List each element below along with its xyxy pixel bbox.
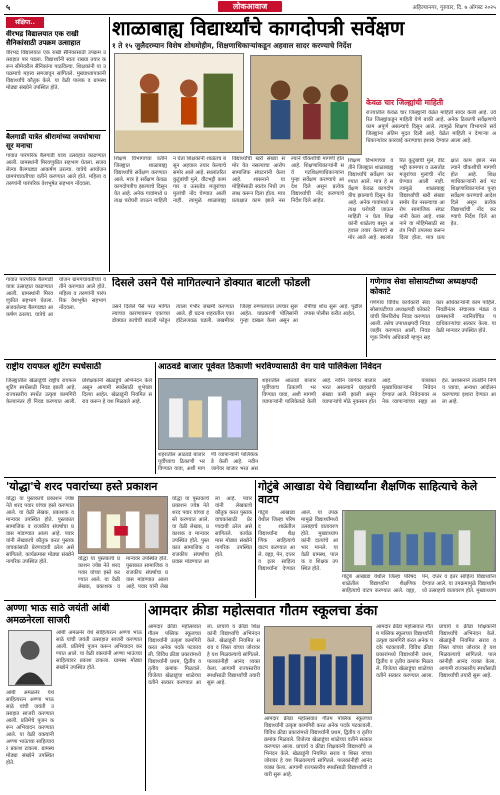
portrait-icon [9, 631, 51, 685]
story-shooting-headline: राष्ट्रीय रायफल शूटिंग स्पर्धेसाठी [6, 362, 102, 372]
lead-box-title: केवळ चार जिल्ह्यांची माहिती [366, 98, 444, 107]
story-annabhau-body-lower: आंबी अमळनेर येथे साहित्यरत्न अण्णा भाऊ साठे यांची जयंती उत्साहात साजरी करण्यात आली. प्रतिमेचे पूजन करून अभिवादन करण्यात आले. या वेळी वक्त्यांनी अण्णा भाऊंच्या साहित्यावर प्रकाश टाकला. ग्रामस्थ मोठ्या संख्येने उपस्थित होते. [6, 690, 54, 766]
story-krida-body-left: आमदार क्रीडा महोत्सवात गौतम पब्लिक स्कूलच्या विद्यार्थ्यांनी उत्कृष्ट कामगिरी करत अनेक पदके पटकावली. विविध क्रीडा प्रकारांमध्ये विद्यार्थ्यांनी प्रथम, द्वितीय व तृतीय क्रमांक मिळवले. विजेत्या खेळाडूंचा शाळेच्या वतीने सत्कार करण्यात आला. प्राचार्य व क्रीडा शिक्षकांनी विद्यार्थ्यांचे अभिनंदन केले. खेळाडूंनी नियमित सराव व शिस्त यांच्या जोरावर हे यश मिळवल्याचे सांगितले. पालकांनीही आनंद व्यक्त केला. आगामी राज्यस्तरीय स्पर्धांसाठी विद्यार्थ्यांची तयारी सुरू आहे. [148, 624, 260, 686]
rule-v5 [145, 603, 146, 791]
sidebar-story1-body: वीरभद्र विद्यालयात एक राखी सैनिकांसाठी उपक्रम उत्साहात पार पडला. विद्यार्थ्यांनी स्वतः राख्या तयार करून सीमेवरील सैनिकांना पाठविल्या. शिक्षकांनी या उपक्रमाचे महत्त्व समजावून सांगितले. मुख्याध्यापकांनी विद्यार्थ्यांचे कौतुक केले. या वेळी पालक व ग्रामस्थ मोठ्या संख्येने उपस्थित होते. [6, 50, 106, 91]
masthead: लोकआवाज [218, 1, 282, 12]
story-cremation-body-lower: शहरातील आठवडे बाजार पूर्वीच्याच ठिकाणी भरविण्यात यावा, अशी मागणी व्यापाऱ्यांनी पालिकेकडे केली आहे. नवीन जागेवर बाजार भरत अस [158, 452, 258, 472]
lead-headline: शाळाबाह्य विद्यार्थ्यांचे कागदोपत्री सर्वेक्षण [112, 16, 405, 40]
rule-v2 [366, 277, 367, 357]
story-society-body: गणेगाव विविध कार्यकारी सेवा सोसायटीच्या अध्यक्षपदी कोकाटे यांची बिनविरोध निवड करण्यात आली. तसेच उपाध्यक्षपदी निवड जाहीर करण्यात आली. निवडणूक निर्णय अधिकारी म्हणून सहकार अधिकाऱ्यांनी काम पाहिले. निवडीनंतर संचालक मंडळ व ग्रामस्थांनी नवनिर्वाचित पदाधिकाऱ्यांचा सत्कार केला. या वेळी मान्यवर उपस्थित होते. [370, 300, 496, 341]
page-number: ५ [6, 3, 11, 12]
story-krida-headline: आमदार क्रीडा महोत्सवात गौतम स्कूलचा डंका [148, 603, 378, 619]
sidebar-story1-title: वीरभद्र विद्यालयात एक राखी सैनिकांसाठी उपक्रम उत्साहात [6, 30, 81, 47]
lead-photo [250, 55, 362, 155]
lead-box-body: राज्यातील केवळ चार जिल्ह्यांनी वेळेत माहिती सादर केली आहे. उर्वरित जिल्ह्यांकडून माहिती येणे बाकी आहे. अनेक ठिकाणी सर्वेक्षणाचे काम अपूर्ण असल्याचे दिसून आले. त्यामुळे शिक्षण विभागाने सर्व जिल्ह्यांना अंतिम मुदत दिली आहे. वेळेत माहिती न देणाऱ्या अधिकाऱ्यांवर कारवाई करण्याचा इशारा देण्यात आला आहे. [366, 110, 496, 144]
rule-1 [4, 274, 496, 275]
lead-body-columns: शिक्षण विभागाच्या वतीने जिल्ह्यात शाळाबाह्य विद्यार्थ्यांचे सर्वेक्षण करण्यात आले. मात्र हे सर्वेक्षण केवळ कागदोपत्रीच झाल्याचे दिसून येत आहे. अनेक गावांमध्ये प्रत्यक्ष घरोघरी जाऊन माहिती न घेता शिक्षकांनी शाळेतच बसून अहवाल तयार केल्याचे समोर आले आहे. स्थलांतरित कुटुंबांची मुले, वीटभट्टी कामगार व ऊसतोड मजुरांच्या मुलांची नोंद घेण्यात आली नाही. त्यामुळे शाळाबाह्य विद्यार्थ्यांची खरी संख्या समोर येत नसल्याचा आरोप सामाजिक संघटनांनी केला आहे. शासनाने या मोहिमेसाठी स्वतंत्र निधी उपलब्ध करून दिला होता. मात्र प्रत्यक्षात काम झाले नसल्याने चौकशीची मागणी होत आहे. शिक्षणाधिकाऱ्यांनी सर्व गटशिक्षणाधिकाऱ्यांना पुन्हा सर्वेक्षण करण्याचे आदेश दिले असून प्रत्येक विद्यार्थ्याची नोंद करण्याचे निर्देश दिले आहेत. [114, 156, 344, 204]
photo-delegation-icon [159, 379, 257, 449]
story-gotambe-body-lower: गोटुंबे आखाडा येथील जिल्हा परिषद शाळेतील विद्यार्थ्यांना शैक्षणिक साहित्याचे वाटप करण्यात आले. वह्या, पेन, दप्तर व इतर साहित्य विद्यार्थ्यांना देण्यात आले. या उपक्रमामुळे विद्यार्थ्यांमध्ये उत्साहाचे वातावरण होते. मुख्याध्याप [342, 574, 496, 594]
rule-2 [4, 359, 496, 360]
story-sidebar-cont: गावात पारंपरिक बैलगाडी यात्रा उत्साहात काढण्यात आली. ग्रामस्थांनी मिरवणुकीत सहभाग घेतला. सजवलेल्या बैलगाड्या आकर्षण ठरल्या. यात्रेचे आयोजन ग्रामपंचायतीच्या वतीने करण्यात आले होते. महिला व तरुणांनी पारंपरिक वेशभूषेत सहभाग नोंदवला. [6, 277, 106, 318]
story-cremation-body: शहरातील आठवडे बाजार पूर्वीच्याच ठिकाणी भरविण्यात यावा, अशी मागणी व्यापाऱ्यांनी पालिकेकडे केली आहे. नवीन जागेवर बाजार भरत असल्याने ग्राहकांची संख्या कमी झाली असून व्यापाऱ्यांचे मोठे नुकसान होत आहे. याबाबत मुख्याधिकाऱ्यांना निवेदन देण्यात आले. निवेदनावर अनेक व्यापाऱ्यांच्या सह्या आहेत. प्रशासनाने तातडीने निर्णय घ्यावा, अन्यथा आंदोलन करण्याचा इशारा देण्यात आला आहे. [262, 378, 496, 405]
lead-body-right: शिक्षण विभागाच्या वतीने जिल्ह्यात शाळाबाह्य विद्यार्थ्यांचे सर्वेक्षण करण्यात आले. मात्र हे सर्वेक्षण केवळ कागदोपत्रीच झाल्याचे दिसून येत आहे. अनेक गावांमध्ये प्रत्यक्ष घरोघरी जाऊन माहिती न घेता शिक्षकांनी शाळेतच बसून अहवाल तयार केल्याचे समोर आले आहे. स्थलांतरित कुटुंबांची मुले, वीटभट्टी कामगार व ऊसतोड मजुरांच्या मुलांची नोंद घेण्यात आली नाही. त्यामुळे शाळाबाह्य विद्यार्थ्यांची खरी संख्या समोर येत नसल्याचा आरोप सामाजिक संघटनांनी केला आहे. शासनाने या मोहिमेसाठी स्वतंत्र निधी उपलब्ध करून दिला होता. मात्र प्रत्यक्षात काम झाले नसल्याने चौकशीची मागणी होत आहे. शिक्षणाधिकाऱ्यांनी सर्व गटशिक्षणाधिकाऱ्यांना पुन्हा सर्वेक्षण करण्याचे आदेश दिले असून प्रत्येक विद्यार्थ्याची नोंद करण्याचे निर्देश दिले आहेत. [348, 158, 496, 241]
dateline: अहिल्यानगर, गुरुवार, दि. ७ ऑगस्ट २०२५ [412, 5, 496, 11]
story-annabhau-body: आंबी अमळनेर येथे साहित्यरत्न अण्णा भाऊ साठे यांची जयंती उत्साहात साजरी करण्यात आली. प्रतिमेचे पूजन करून अभिवादन करण्यात आले. या वेळी वक्त्यांनी अण्णा भाऊंच्या साहित्यावर प्रकाश टाकला. ग्रामस्थ मोठ्या संख्येने उपस्थित होते. [56, 630, 142, 671]
krida-photo [264, 626, 372, 714]
photo-students-icon [251, 56, 361, 154]
story-gotambe-headline: गोटुंबे आखाडा येथे विद्यार्थ्यांना शैक्षणिक साहित्याचे केले वाटप [258, 480, 478, 506]
rule-v4 [255, 480, 256, 598]
header-rule [4, 14, 496, 15]
annabhau-portrait [8, 630, 52, 686]
story-yoddha-body-lower: योद्धा या पुस्तकाचे प्रकाशन ज्येष्ठ नेते शरद पवार यांच्या हस्ते करण्यात आले. या वेळी लेखक, प्रकाशक व मान्यवर उपस्थित होते. पुस्तकात सामाजिक व राजकीय संघर्षाचा प्रवास मांडण्यात आला आहे. पवार यांनी लेख [78, 556, 168, 590]
rule-3 [4, 477, 496, 478]
sidebar-story2-title: बैलगाडी यात्रेत श्रीरामांच्या जयघोषाचा सूर मनाचा [6, 133, 101, 150]
photo-book-launch-icon [79, 497, 167, 553]
story-yoddha-headline: 'योद्धा'चे शरद पवारांच्या हस्ते प्रकाशन [6, 480, 158, 493]
story-annabhau-headline: अण्णा भाऊ साठे जयंती आंबी अमळनेरला साजरी [6, 603, 110, 626]
story-society-headline: गणेगाव सेवा सोसायटीच्या अध्यक्षपदी कोकाटे [370, 277, 478, 296]
story-yoddha-body: योद्धा या पुस्तकाचे प्रकाशन ज्येष्ठ नेते शरद पवार यांच्या हस्ते करण्यात आले. या वेळी लेखक, प्रकाशक व मान्यवर उपस्थित होते. पुस्तकात सामाजिक व राजकीय संघर्षाचा प्रवास मांडण्यात आला आहे. पवार यांनी लेखकाचे कौतुक करत पुस्तक वाचकांसाठी प्रेरणादायी ठरेल असे सांगितले. कार्यक्रमास मोठ्या संख्येने नागरिक उपस्थित होते. [6, 496, 74, 565]
sidebar-vertical-rule [109, 17, 110, 272]
story-gotambe-body: गोटुंबे आखाडा येथील जिल्हा परिषद शाळेतील विद्यार्थ्यांना शैक्षणिक साहित्याचे वाटप करण्यात आले. वह्या, पेन, दप्तर व इतर साहित्य विद्यार्थ्यांना देण्यात आले. या उपक्रमामुळे विद्यार्थ्यांमध्ये उत्साहाचे वातावरण होते. मुख्याध्यापकांनी दात्यांचे आभार मानले. या वेळी ग्रामस्थ, पालक व शिक्षक उपस्थित होते. [258, 510, 338, 572]
sidebar-story2-body: गावात पारंपरिक बैलगाडी यात्रा उत्साहात काढण्यात आली. ग्रामस्थांनी मिरवणुकीत सहभाग घेतला. सजवलेल्या बैलगाड्या आकर्षण ठरल्या. यात्रेचे आयोजन ग्रामपंचायतीच्या वतीने करण्यात आले होते. महिला व तरुणांनी पारंपरिक वेशभूषेत सहभाग नोंदवला. [6, 153, 106, 187]
story-bottle-headline: दिसले उसने पैसे मागितल्याने डोक्यात बाटली फोडली [112, 277, 311, 289]
gotambe-photo [342, 510, 496, 572]
photo-sports-team-icon [265, 627, 371, 713]
story-shooting-body: जिल्ह्यातील खेळाडूंची राष्ट्रीय रायफल शूटिंग स्पर्धेसाठी निवड झाली आहे. राज्यस्तरीय स्पर्धेत उत्कृष्ट कामगिरी केल्यानंतर ही निवड करण्यात आली. प्रशिक्षकांनी खेळाडूंचे अभिनंदन केले असून आगामी स्पर्धेसाठी शुभेच्छा दिल्या आहेत. खेळाडूंनी नियमित सराव करून हे यश मिळवले आहे. [6, 378, 152, 405]
rule-4 [4, 600, 496, 601]
photo-students-group-icon [343, 511, 495, 571]
story-krida-body-right: आमदार क्रीडा महोत्सवात गौतम पब्लिक स्कूलच्या विद्यार्थ्यांनी उत्कृष्ट कामगिरी करत अनेक पदके पटकावली. विविध क्रीडा प्रकारांमध्ये विद्यार्थ्यांनी प्रथम, द्वितीय व तृतीय क्रमांक मिळवले. विजेत्या खेळाडूंचा शाळेच्या वतीने सत्कार करण्यात आला. प्राचार्य व क्रीडा शिक्षकांनी विद्यार्थ्यांचे अभिनंदन केले. खेळाडूंनी नियमित सराव व शिस्त यांच्या जोरावर हे यश मिळवल्याचे सांगितले. पालकांनीही आनंद व्यक्त केला. आगामी राज्यस्तरीय स्पर्धांसाठी विद्यार्थ्यांची तयारी सुरू आहे. [376, 624, 496, 679]
yoddha-photo [78, 496, 168, 554]
cremation-photo [158, 378, 258, 450]
sidebar-divider [6, 130, 106, 131]
story-krida-body-mid: आमदार क्रीडा महोत्सवात गौतम पब्लिक स्कूलच्या विद्यार्थ्यांनी उत्कृष्ट कामगिरी करत अनेक पदके पटकावली. विविध क्रीडा प्रकारांमध्ये विद्यार्थ्यांनी प्रथम, द्वितीय व तृतीय क्रमांक मिळवले. विजेत्या खेळाडूंचा शाळेच्या वतीने सत्कार करण्यात आला. प्राचार्य व क्रीडा शिक्षकांनी विद्यार्थ्यांचे अभिनंदन केले. खेळाडूंनी नियमित सराव व शिस्त यांच्या जोरावर हे यश मिळवल्याचे सांगितले. पालकांनीही आनंद व्यक्त केला. आगामी राज्यस्तरीय स्पर्धांसाठी विद्यार्थ्यांची तयारी सुरू आहे. [264, 716, 372, 778]
rule-v3 [155, 362, 156, 474]
story-bottle-body: उसने दिलेले पैसे परत मागितल्याच्या कारणावरून एकाच्या डोक्यात काचेची बाटली फोडून त्याला गंभीर जखमी करण्यात आले. ही घटना शहरातील एका हॉटेलजवळ घडली. जखमीवर जिल्हा रुग्णालयात उपचार सुरू आहेत. याप्रकरणी पोलिसांनी गुन्हा दाखल केला असून आरोपीचा शोध सुरू आहे. पुढील तपास पोलीस करीत आहेत. [112, 304, 362, 324]
story-yoddha-body-right: योद्धा या पुस्तकाचे प्रकाशन ज्येष्ठ नेते शरद पवार यांच्या हस्ते करण्यात आले. या वेळी लेखक, प्रकाशक व मान्यवर उपस्थित होते. पुस्तकात सामाजिक व राजकीय संघर्षाचा प्रवास मांडण्यात आला आहे. पवार यांनी लेखकाचे कौतुक करत पुस्तक वाचकांसाठी प्रेरणादायी ठरेल असे सांगितले. कार्यक्रमास मोठ्या संख्येने नागरिक उपस्थित होते. [172, 496, 252, 565]
story-cremation-headline: आठवडे बाजार पूर्ववत ठिकाणी भरविण्यासाठी वेग यावे पालिकेला निवेदन [158, 362, 382, 372]
lead-illustration [114, 53, 244, 153]
lead-subhead: १ ते १५ जुलैदरम्यान विशेष शोधमोहीम, शिक्षणाधिकाऱ्यांकडून अहवाल सादर करण्याचे निर्देश [112, 41, 352, 50]
sidebar-label: संक्षिप्त.. [6, 17, 44, 28]
illustration-children-icon [115, 54, 243, 152]
